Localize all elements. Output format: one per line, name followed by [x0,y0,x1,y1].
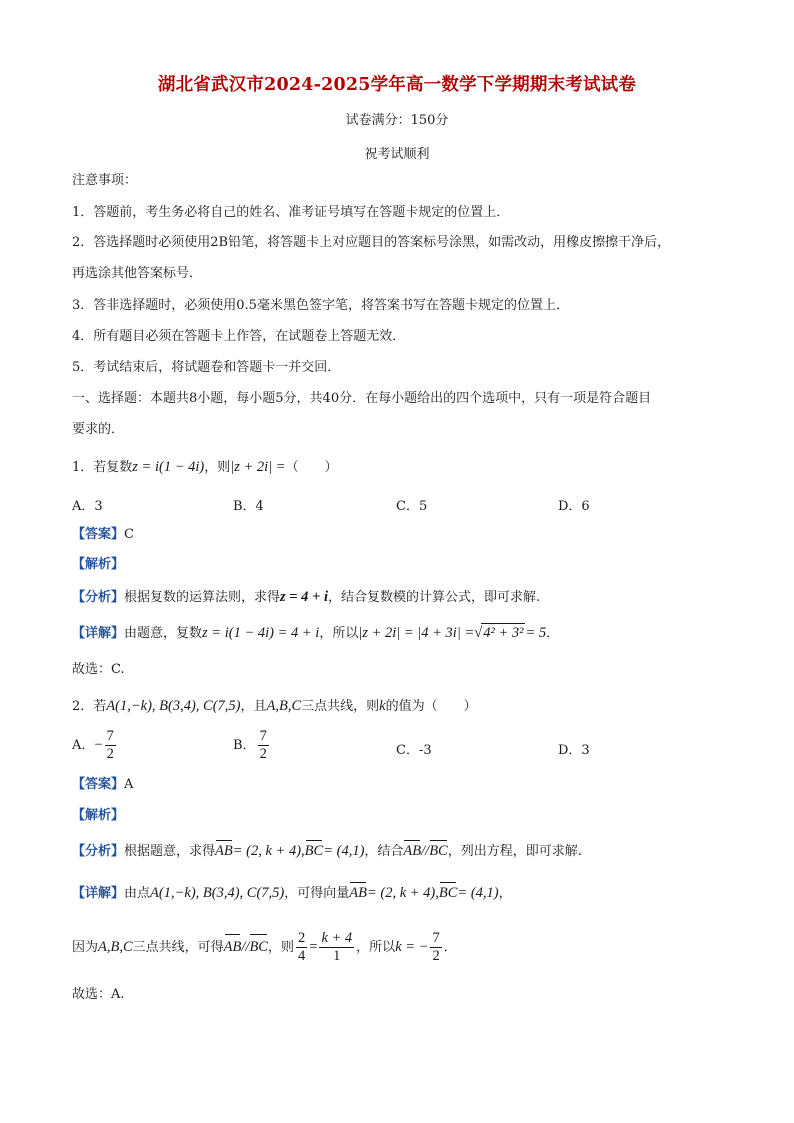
q2-points: A(1,−k), B(3,4), C(7,5) [106,698,241,714]
detail-label: 【详解】 [72,886,125,901]
analysis-head-label: 【解析】 [72,808,125,823]
answer-label: 【答案】 [72,777,125,792]
q2-detail-line2 [72,930,457,965]
frac-denominator: 2 [106,746,114,762]
vector-bc: BC [438,885,458,901]
full-score: 试卷满分：150分 [345,113,449,128]
q2-analysis [72,842,582,861]
q2-analysis-text2: ，结合 [364,844,404,859]
q2-k: k [379,698,386,714]
q1-conclusion: 故选：C. [72,662,125,677]
q2-choice-a-sign: − [94,737,103,753]
detail-label: 【详解】 [72,626,125,641]
analysis-head-label: 【解析】 [72,557,125,572]
analysis-label: 【分析】 [72,590,125,605]
frac-denominator: 2 [259,746,267,762]
section-heading-cont: 要求的． [72,422,125,437]
q2-bc-value: = (4,1) [323,843,365,859]
q1-detail-expr3: = 5 [525,625,547,641]
vector-ab: AB [349,885,367,901]
question-1 [72,458,338,477]
q1-detail-expr2: |z + 2i| = |4 + 3i| = [358,625,475,641]
note-2-cont: 再选涂其他答案标号． [72,266,203,281]
frac-numerator: 7 [432,930,440,946]
fraction-k4-1 [319,930,354,965]
frac-numerator: 7 [259,728,267,744]
q1-detail-expr1: z = i(1 − 4i) = 4 + i [202,625,320,641]
vector-bc: BC [304,843,324,859]
frac-denominator: 2 [432,948,440,964]
q2-detail [72,884,512,903]
q2-conclusion: 故选：A. [72,987,125,1002]
q1-answer-value: C [124,527,134,542]
section-heading: 一、选择题：本题共8小题，每小题5分，共40分．在每小题给出的四个选项中，只有一项是符合题目 [72,391,652,406]
q1-detail-sqrt: 4² + 3² [483,625,524,641]
q1-ask: |z + 2i| = [230,459,286,475]
q2-k-eq: k = − [395,939,429,955]
q1-answer [72,526,134,544]
parallel-sign: // [241,939,250,955]
q1-choice-b: B．4 [233,499,264,514]
note-3: 3．答非选择题时，必须使用0.5毫米黑色签字笔，将答案书写在答题卡规定的位置上． [72,298,569,313]
question-2 [72,697,477,716]
q1-paren: （ ） [285,460,338,475]
q2-choice-b [233,728,271,763]
frac-numerator: 7 [106,728,114,744]
q2-line3-end: ． [443,940,457,955]
q1-analysis-text1: 根据复数的运算法则，求得 [124,590,281,605]
q2-line3-text4: ，所以 [356,940,396,955]
equals-sign: = [309,939,318,955]
q2-text: 三点共线，则 [301,699,380,714]
q2-detail-text2: ，可得向量 [284,886,350,901]
notes-heading: 注意事项： [72,173,138,188]
frac-numerator: k + 4 [321,930,353,946]
q1-detail-end: ． [546,626,560,641]
q2-detail-bc-value: = (4,1) [457,885,499,901]
note-2: 2．答选择题时必须使用2B铅笔，将答题卡上对应题目的答案标号涂黑，如需改动，用橡皮擦擦干净后， [72,235,671,250]
q2-mid: ，且 [240,699,267,714]
q2-choice-a-label: A． [72,738,95,753]
parallel-sign: // [421,843,430,859]
q1-analysis-text2: ，结合复数模的计算公式，即可求解. [327,590,541,605]
sqrt-sign: √ [474,625,483,641]
vector-ab: AB [224,936,242,958]
q2-choice-c: C．-3 [396,743,432,758]
q2-answer [72,776,133,794]
vector-bc: BC [429,843,448,859]
q2-detail-points: A(1,−k), B(3,4), C(7,5) [150,885,285,901]
q1-mid: ，则 [204,460,231,475]
q2-detail-text1: 由点 [124,886,151,901]
note-1: 1．答题前，考生务必将自己的姓名、准考证号填写在答题卡规定的位置上． [72,205,510,220]
q2-line3-abc: A,B,C [98,939,133,955]
frac-denominator: 4 [298,948,306,964]
q1-analysis-expr: z = 4 + i [280,589,328,605]
q1-detail-text1: 由题意，复数 [124,626,203,641]
q2-choice-a-frac [105,728,116,763]
q2-line3-text3: ，则 [267,940,294,955]
q2-analysis-text3: ，列出方程，即可求解. [447,844,582,859]
vector-bc: BC [249,936,268,958]
analysis-label: 【分析】 [72,844,125,859]
note-4: 4．所有题目必须在答题卡上作答，在试题卷上答题无效． [72,329,406,344]
answer-label: 【答案】 [72,527,125,542]
q1-choice-a: A．3 [72,499,103,514]
frac-numerator: 2 [298,930,306,946]
q1-analysis [72,588,540,607]
q2-analysis-text1: 根据题意，求得 [124,844,216,859]
q1-expr: z = i(1 − 4i) [132,459,205,475]
q2-ab-value: = (2, k + 4), [232,843,305,859]
q1-number: 1．若复数 [72,460,133,475]
frac-denominator: 1 [333,948,341,964]
q2-line3-text2: 三点共线，可得 [132,940,224,955]
q2-choice-d: D．3 [558,743,590,758]
note-5: 5．考试结束后，将试题卷和答题卡一并交回． [72,360,341,375]
q2-answer-value: A [124,777,134,792]
q2-abc: A,B,C [266,698,302,714]
q2-text2: 的值为（ ） [385,699,477,714]
q2-choice-b-frac [258,728,269,763]
q2-detail-ab-value: = (2, k + 4), [366,885,439,901]
wish-text: 祝考试顺利 [364,147,430,162]
q1-choice-d: D．6 [558,499,590,514]
vector-ab: AB [403,843,422,859]
q2-choice-b-label: B． [233,738,256,753]
q1-choice-c: C．5 [396,499,428,514]
q2-analysis-head [72,807,124,825]
fraction-7-2 [430,930,441,965]
fraction-2-4 [296,930,307,965]
q1-analysis-head [72,556,124,574]
vector-ab: AB [215,843,233,859]
q1-detail [72,623,559,643]
q2-line3-text1: 因为 [72,940,99,955]
page-title: 湖北省武汉市2024-2025学年高一数学下学期期末考试试卷 [157,75,637,95]
q2-detail-comma: ， [498,886,512,901]
q2-choice-a [72,728,118,763]
q1-detail-text2: ，所以 [319,626,359,641]
q2-number: 2．若 [72,699,107,714]
